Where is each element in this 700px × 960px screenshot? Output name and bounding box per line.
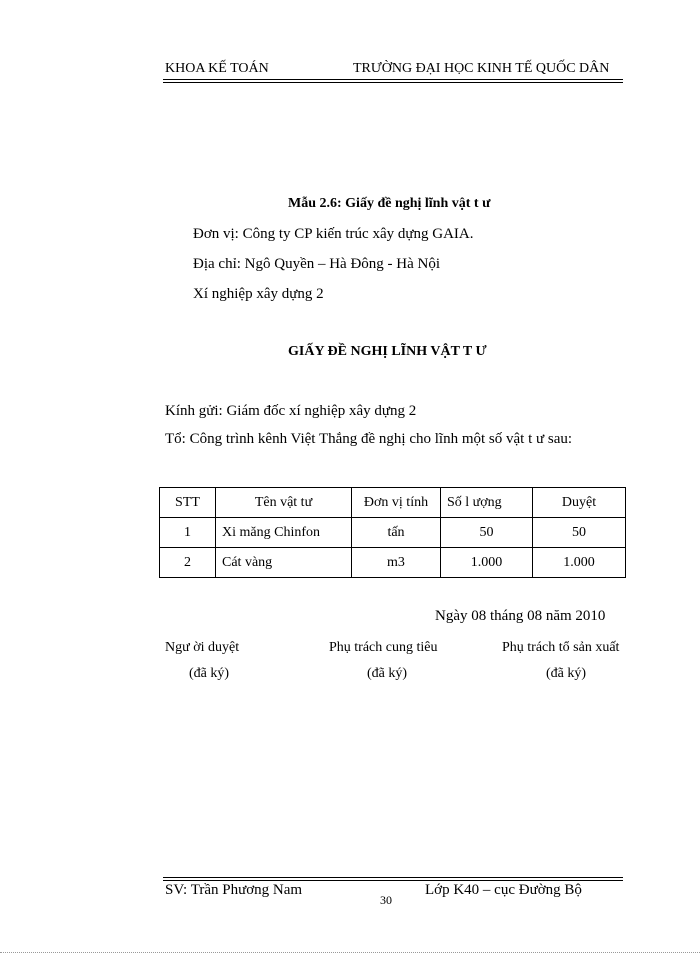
- cell-stt: 1: [160, 518, 216, 548]
- signature-approver-note: (đã ký): [189, 666, 230, 681]
- cell-quantity: 1.000: [441, 548, 533, 578]
- cell-unit: m3: [352, 548, 441, 578]
- table-row: [160, 518, 626, 548]
- col-header-stt: STT: [160, 488, 216, 518]
- cell-unit: tấn: [352, 518, 441, 548]
- org-address: Địa chỉ: Ngô Quyền – Hà Đông - Hà Nội: [193, 256, 441, 272]
- cell-material-name: Cát vàng: [216, 548, 352, 578]
- header-rule: [163, 79, 623, 80]
- col-header-quantity: Số l ượng: [441, 488, 533, 518]
- footer-rule-2: [163, 880, 623, 881]
- footer-rule: [163, 877, 623, 878]
- col-header-unit: Đơn vị tính: [352, 488, 441, 518]
- header-faculty: KHOA KẾ TOÁN: [165, 61, 269, 76]
- footer-student: SV: Trần Phương Nam: [165, 882, 303, 898]
- cell-stt: 2: [160, 548, 216, 578]
- recipient-line: Kính gửi: Giám đốc xí nghiệp xây dựng 2: [165, 403, 417, 419]
- cell-material-name: Xi măng Chinfon: [216, 518, 352, 548]
- signature-approver-role: Ngư ời duyệt: [165, 640, 240, 655]
- request-line: Tổ: Công trình kênh Việt Thắng đề nghị cho lĩnh một số vật t ư sau:: [165, 431, 573, 447]
- table-row: [160, 548, 626, 578]
- header-rule-2: [163, 82, 623, 83]
- form-caption: Mẫu 2.6: Giấy đề nghị lĩnh vật t ư: [288, 196, 491, 211]
- page-bottom-edge: [0, 952, 700, 953]
- document-title: GIẤY ĐỀ NGHỊ LĨNH VẬT T Ư: [288, 344, 487, 359]
- org-enterprise: Xí nghiệp xây dựng 2: [193, 286, 324, 302]
- table-header-row: [160, 488, 626, 518]
- cell-quantity: 50: [441, 518, 533, 548]
- signature-production-role: Phụ trách tổ sản xuất: [502, 640, 620, 655]
- col-header-approved: Duyệt: [533, 488, 626, 518]
- footer-class: Lớp K40 – cục Đường Bộ: [425, 882, 582, 898]
- signature-supply-note: (đã ký): [367, 666, 408, 681]
- col-header-material-name: Tên vật tư: [216, 488, 352, 518]
- org-unit: Đơn vị: Công ty CP kiến trúc xây dựng GAIA.: [193, 226, 474, 242]
- header-university: TRƯỜNG ĐẠI HỌC KINH TẾ QUỐC DÂN: [353, 61, 610, 76]
- signature-supply-role: Phụ trách cung tiêu: [329, 640, 438, 655]
- cell-approved: 1.000: [533, 548, 626, 578]
- date-line: Ngày 08 tháng 08 năm 2010: [435, 608, 606, 624]
- page-number: 30: [380, 893, 392, 907]
- material-table: [159, 487, 626, 578]
- signature-production-note: (đã ký): [546, 666, 587, 681]
- cell-approved: 50: [533, 518, 626, 548]
